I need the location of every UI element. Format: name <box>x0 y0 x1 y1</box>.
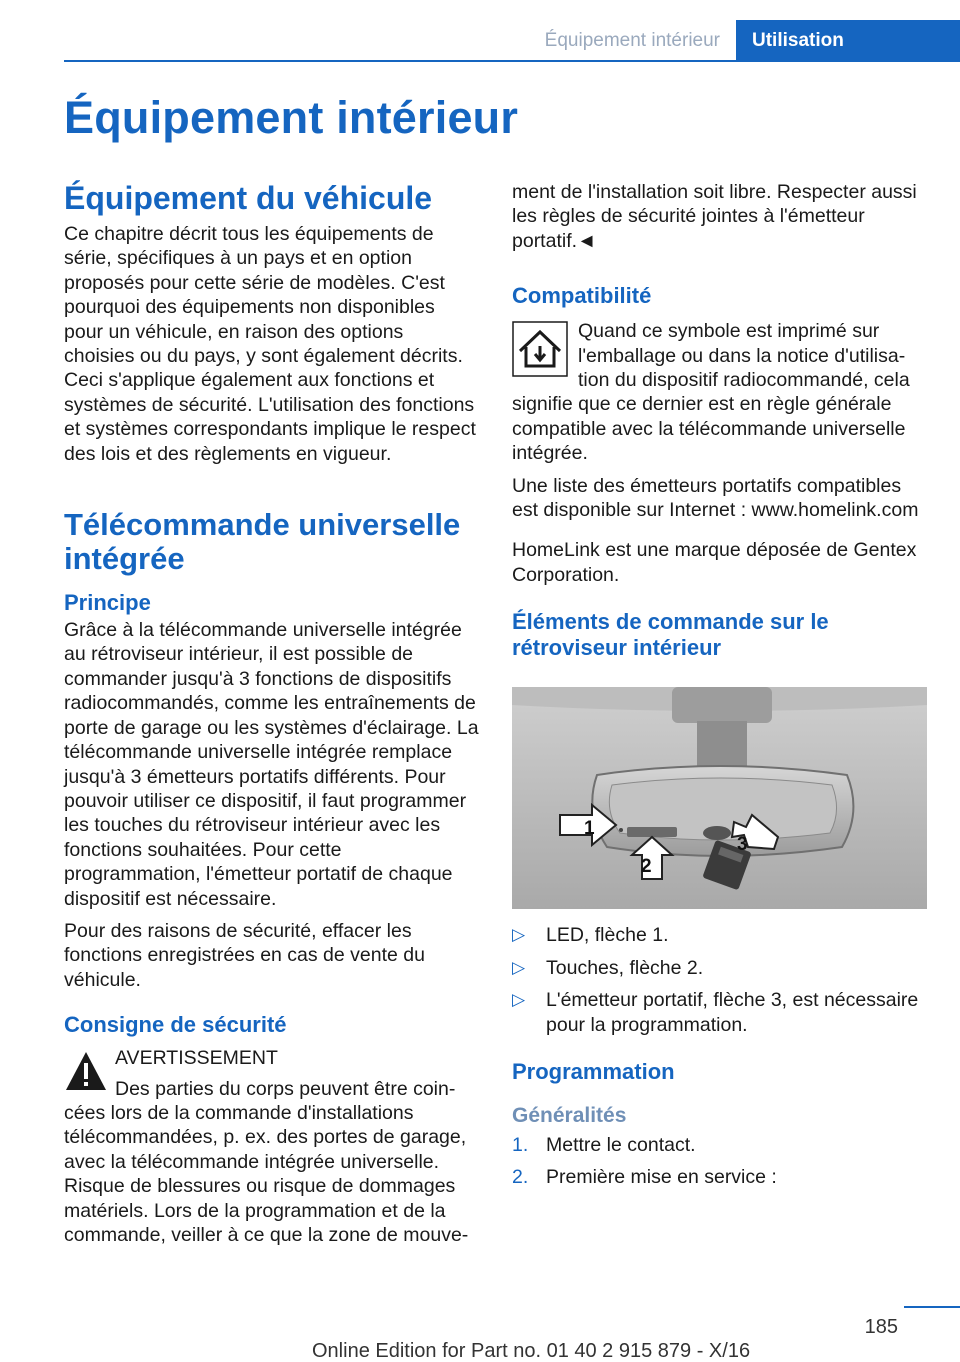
warning-text-first-line: Des parties du corps peuvent être coin- <box>115 1077 456 1100</box>
figure-label-2: 2 <box>641 856 652 878</box>
heading-vehicle-equipment: Équipement du véhicule <box>64 180 433 216</box>
left-column <box>64 180 479 1255</box>
compatibility-note <box>512 319 930 465</box>
mirror-controls-figure <box>512 687 927 909</box>
page-title: Équipement intérieur <box>64 92 519 143</box>
header-tab-utilisation[interactable] <box>736 20 960 62</box>
compatibility-text-3: signifie que ce dernier est en règle générale compatible avec la télécommande universelle intégrée. <box>512 393 906 465</box>
heading-controls: Éléments de commande sur le rétroviseur intérieur <box>512 609 829 661</box>
mirror-illustration <box>512 687 927 909</box>
paragraph-warning-continued: ment de l'installation soit libre. Respecter aussi les règles de sécurité jointes à l'émetteur portatif.◄ <box>512 181 917 252</box>
header-section-title: Équipement intérieur <box>544 30 720 51</box>
heading-universal-remote: Télécommande universelle intégrée <box>64 507 461 577</box>
heading-programming: Programmation <box>512 1058 675 1084</box>
list-item: ▷ Touches, flèche 2. <box>512 956 704 979</box>
compatibility-text-2: tion du dispositif radiocommandé, cela <box>578 369 910 392</box>
list-item: ▷ LED, flèche 1. <box>512 924 669 947</box>
list-item: ▷ L'émetteur portatif, flèche 3, est nécessaire pour la programmation. <box>512 989 919 1036</box>
paragraph-trademark: HomeLink est une marque déposée de Gentex Corporation. <box>512 539 917 586</box>
heading-safety: Consigne de sécurité <box>64 1012 287 1038</box>
footer-rule <box>904 1306 960 1308</box>
page-number: 185 <box>864 1316 898 1338</box>
list-item: 2. Première mise en service : <box>512 1166 777 1189</box>
heading-compatibility: Compatibilité <box>512 283 652 309</box>
heading-principle: Principe <box>64 590 151 616</box>
right-column <box>512 180 930 1198</box>
compatibility-text-1: Quand ce symbole est imprimé sur l'emballage ou dans la notice d'utilisa- <box>578 320 906 367</box>
figure-label-1: 1 <box>584 818 595 840</box>
paragraph-compatible-list: Une liste des émetteurs portatifs compatibles est disponible sur Internet : www.homelink.com <box>512 474 919 522</box>
list-item: 1. Mettre le contact. <box>512 1133 696 1156</box>
steps-list <box>512 1133 930 1190</box>
paragraph-vehicle-equipment: Ce chapitre décrit tous les équipements de série, spécifiques à un pays et en option proposés pour cette série de modèles. C'est pourquoi des équipements non disponibles pour un véhicule, en raison des options choisies ou du pays, y sont également décrits. Ceci s'applique également aux fonctions et systèmes de sécurité. L'utilisation des fonctions et systèmes correspondants implique le respect des lois et des règlements en vigueur. <box>64 223 476 465</box>
warning-label: AVERTISSEMENT <box>115 1047 278 1070</box>
heading-general: Généralités <box>512 1103 627 1127</box>
header-tab-label: Utilisation <box>752 30 844 51</box>
bullet-triangle-icon: ▷ <box>512 957 526 977</box>
paragraph-delete-functions: Pour des raisons de sécurité, effacer les fonctions enregistrées en cas de vente du véhicule. <box>64 919 425 991</box>
homelink-house-icon <box>512 321 568 377</box>
warning-text-body: cées lors de la commande d'installations télécommandées, p. ex. des portes de garage, avec la télécommande intégrée universelle. Risque de blessures ou risque de dommages matériels. Lors de la programmation et de la commande, veiller à ce que la zone de mouve- <box>64 1101 469 1246</box>
header-rule <box>64 60 960 62</box>
warning-note <box>64 1046 479 1247</box>
footer-edition: Online Edition for Part no. 01 40 2 915 879 - X/16 <box>312 1340 751 1362</box>
bullet-triangle-icon: ▷ <box>512 990 526 1010</box>
paragraph-principle: Grâce à la télécommande universelle intégrée au rétroviseur intérieur, il est possible de commander jusqu'à 3 fonctions de dispositifs radiocommandés, comme les entraînements de porte de garage ou les systèmes d'éclairage. La télécommande universelle intégrée remplace jusqu'à 3 émetteurs portatifs différents. Pour pouvoir utiliser ce dispositif, il faut programmer les touches du rétroviseur intérieur avec les fonctions souhaitées. Pour cette programmation, l'émetteur portatif de chaque dispositif est nécessaire. <box>64 619 479 910</box>
bullet-triangle-icon: ▷ <box>512 925 526 945</box>
figure-label-3: 3 <box>737 834 748 856</box>
controls-list <box>512 923 930 1037</box>
warning-triangle-icon <box>64 1050 108 1092</box>
